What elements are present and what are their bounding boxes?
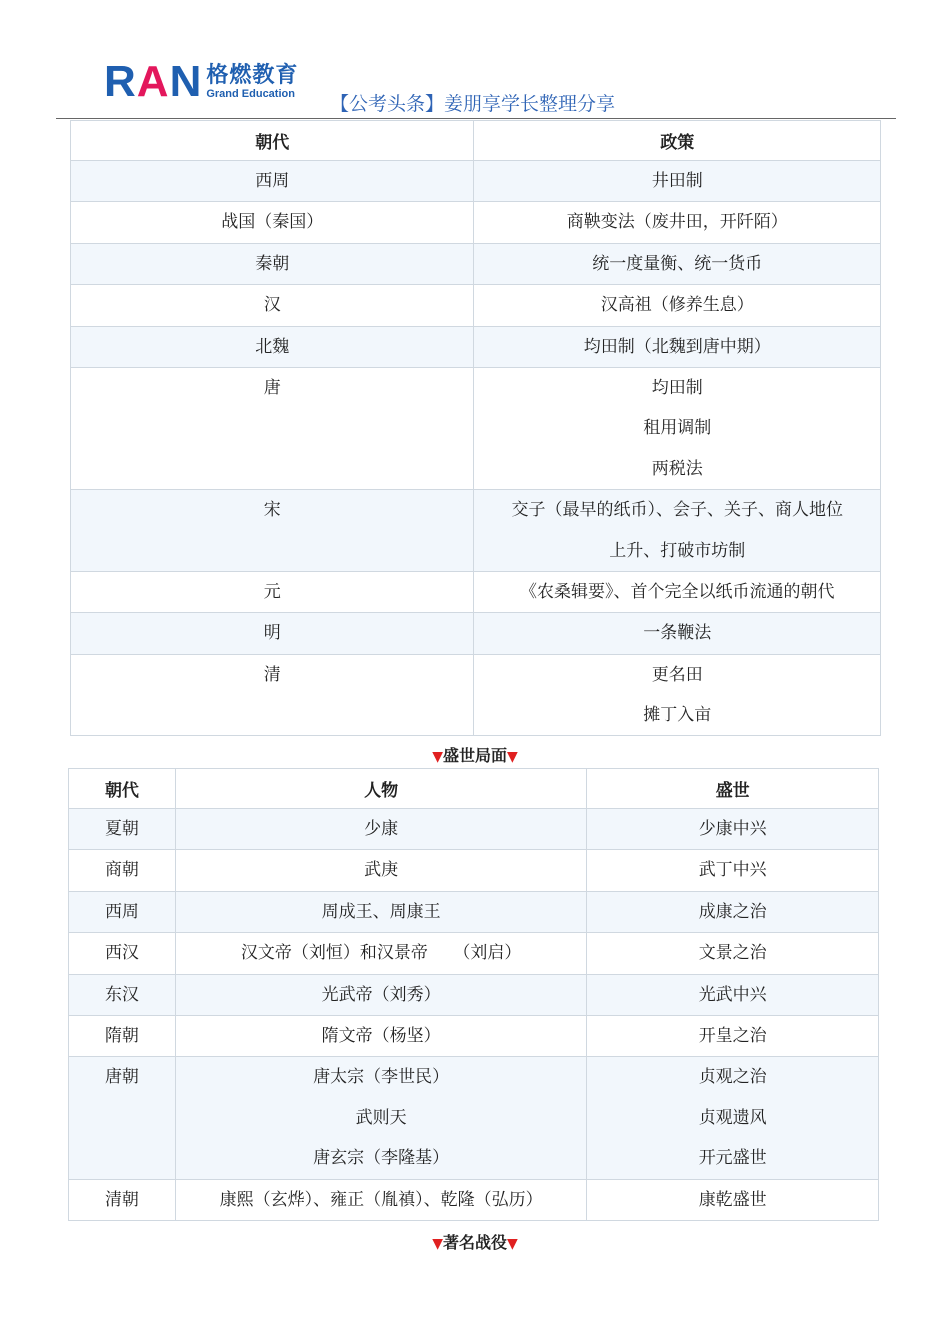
- cell-line: 唐玄宗（李隆基）: [313, 1148, 450, 1169]
- policy-cell: [474, 490, 881, 572]
- table-row: [71, 654, 881, 736]
- people-cell: [175, 1015, 587, 1056]
- dynasty-cell: 明: [71, 613, 474, 654]
- page-header: [0, 0, 950, 122]
- cell-line: 均田制: [651, 377, 703, 398]
- table-row: [69, 850, 879, 891]
- cell-line: 开元盛世: [698, 1148, 767, 1169]
- cell-line: 武庚: [364, 860, 399, 881]
- cell-line: 成康之治: [698, 901, 767, 922]
- cell-line: 井田制: [651, 171, 703, 191]
- dynasty-cell: 北魏: [71, 326, 474, 367]
- logo-ran-wordmark: RAN: [104, 57, 203, 106]
- eras-table-header-people: 人物: [175, 769, 587, 809]
- dynasty-cell: 宋: [71, 490, 474, 572]
- cell-line: 武丁中兴: [698, 860, 767, 881]
- dynasty-cell: 元: [71, 571, 474, 612]
- dynasty-cell: 西周: [71, 161, 474, 202]
- table-row: [69, 891, 879, 932]
- cell-line: 隋文帝（杨坚）: [321, 1025, 441, 1046]
- dynasty-cell: 战国（秦国）: [71, 202, 474, 243]
- cell-line: 光武帝（刘秀）: [321, 984, 441, 1005]
- dynasty-cell: 西汉: [69, 933, 176, 974]
- logo-chinese-name: 格燃教育: [206, 63, 299, 88]
- cell-line: 汉文帝（刘恒）和汉景帝 （刘启）: [240, 943, 522, 964]
- cell-line: 交子（最早的纸币）、会子、关子、商人地位: [511, 500, 843, 521]
- people-cell: [175, 891, 587, 932]
- dynasty-cell: 商朝: [69, 850, 176, 891]
- prosperous-eras-table: [68, 768, 879, 1221]
- dynasty-cell: 汉: [71, 285, 474, 326]
- dynasty-cell: 隋朝: [69, 1015, 176, 1056]
- cell-line: 统一度量衡、统一货币: [592, 253, 763, 274]
- table-row: [71, 243, 881, 284]
- dynasty-cell: 清: [71, 654, 474, 736]
- people-cell: [175, 933, 587, 974]
- policy-cell: [474, 367, 881, 489]
- table-row: [69, 1057, 879, 1179]
- cell-line: 两税法: [651, 458, 703, 479]
- eras-table-header-dynasty: 朝代: [69, 769, 176, 809]
- cell-line: 少康中兴: [698, 819, 767, 839]
- cell-line: 摊丁入亩: [643, 705, 712, 726]
- cell-line: 贞观之治: [698, 1067, 767, 1088]
- cell-line: 文景之治: [698, 943, 767, 964]
- policy-cell: [474, 654, 881, 736]
- dynasty-cell: 清朝: [69, 1179, 176, 1220]
- red-triangle-icon: ▼: [507, 749, 518, 765]
- table-row: [71, 490, 881, 572]
- dynasty-cell: 唐朝: [69, 1057, 176, 1179]
- cell-line: 唐太宗（李世民）: [313, 1067, 450, 1088]
- cell-line: 光武中兴: [698, 984, 767, 1005]
- table-row: [71, 367, 881, 489]
- header-tagline: 【公考头条】姜朋享学长整理分享: [330, 93, 616, 115]
- table-row: [69, 933, 879, 974]
- table-row: [71, 571, 881, 612]
- cell-line: 康熙（玄烨）、雍正（胤禛）、乾隆（弘历）: [219, 1189, 543, 1210]
- policy-cell: [474, 243, 881, 284]
- cell-line: 一条鞭法: [643, 623, 712, 644]
- era-cell: [587, 974, 879, 1015]
- cell-line: 贞观遗风: [698, 1107, 767, 1128]
- table-row: [71, 613, 881, 654]
- section-title-famous-battles: ▼著名战役▼: [432, 1233, 518, 1252]
- cell-line: 《农桑辑要》、首个完全以纸币流通的朝代: [519, 581, 835, 602]
- cell-line: 汉高祖（修养生息）: [600, 295, 754, 316]
- table-row: [69, 1015, 879, 1056]
- dynasty-cell: 唐: [71, 367, 474, 489]
- policy-cell: [474, 613, 881, 654]
- people-cell: [175, 1057, 587, 1179]
- policy-table-header-policy: 政策: [474, 121, 881, 161]
- era-cell: [587, 809, 879, 850]
- cell-line: 开皇之治: [698, 1025, 767, 1046]
- people-cell: [175, 809, 587, 850]
- eras-table-header-era: 盛世: [587, 769, 879, 809]
- era-cell: [587, 1015, 879, 1056]
- header-divider: [56, 118, 896, 119]
- logo-english-name: Grand Education: [206, 88, 295, 100]
- era-cell: [587, 933, 879, 974]
- red-triangle-icon: ▼: [507, 1236, 518, 1252]
- cell-line: 武则天: [355, 1107, 407, 1128]
- policy-cell: [474, 571, 881, 612]
- section-title-prosperous-eras: ▼盛世局面▼: [432, 746, 518, 765]
- dynasty-cell: 秦朝: [71, 243, 474, 284]
- people-cell: [175, 850, 587, 891]
- policy-table: [70, 120, 881, 736]
- cell-line: 康乾盛世: [698, 1189, 767, 1210]
- cell-line: 上升、打破市坊制: [609, 540, 746, 561]
- cell-line: 周成王、周康王: [321, 901, 441, 922]
- table-row: [71, 326, 881, 367]
- policy-table-header-dynasty: 朝代: [71, 121, 474, 161]
- red-triangle-icon: ▼: [432, 1236, 443, 1252]
- era-cell: [587, 1057, 879, 1179]
- red-triangle-icon: ▼: [432, 749, 443, 765]
- cell-line: 租用调制: [643, 418, 712, 439]
- cell-line: 商鞅变法（废井田，开阡陌）: [566, 212, 788, 233]
- people-cell: [175, 974, 587, 1015]
- policy-cell: [474, 161, 881, 202]
- era-cell: [587, 891, 879, 932]
- people-cell: [175, 1179, 587, 1220]
- table-row: [71, 161, 881, 202]
- policy-cell: [474, 326, 881, 367]
- table-row: [69, 809, 879, 850]
- dynasty-cell: 东汉: [69, 974, 176, 1015]
- dynasty-cell: 夏朝: [69, 809, 176, 850]
- brand-logo: [104, 57, 299, 106]
- cell-line: 更名田: [651, 664, 703, 685]
- table-row: [71, 285, 881, 326]
- dynasty-cell: 西周: [69, 891, 176, 932]
- table-row: [69, 1179, 879, 1220]
- table-row: [69, 974, 879, 1015]
- cell-line: 少康: [364, 819, 399, 839]
- policy-cell: [474, 202, 881, 243]
- cell-line: 均田制（北魏到唐中期）: [583, 336, 771, 357]
- era-cell: [587, 850, 879, 891]
- policy-cell: [474, 285, 881, 326]
- era-cell: [587, 1179, 879, 1220]
- table-row: [71, 202, 881, 243]
